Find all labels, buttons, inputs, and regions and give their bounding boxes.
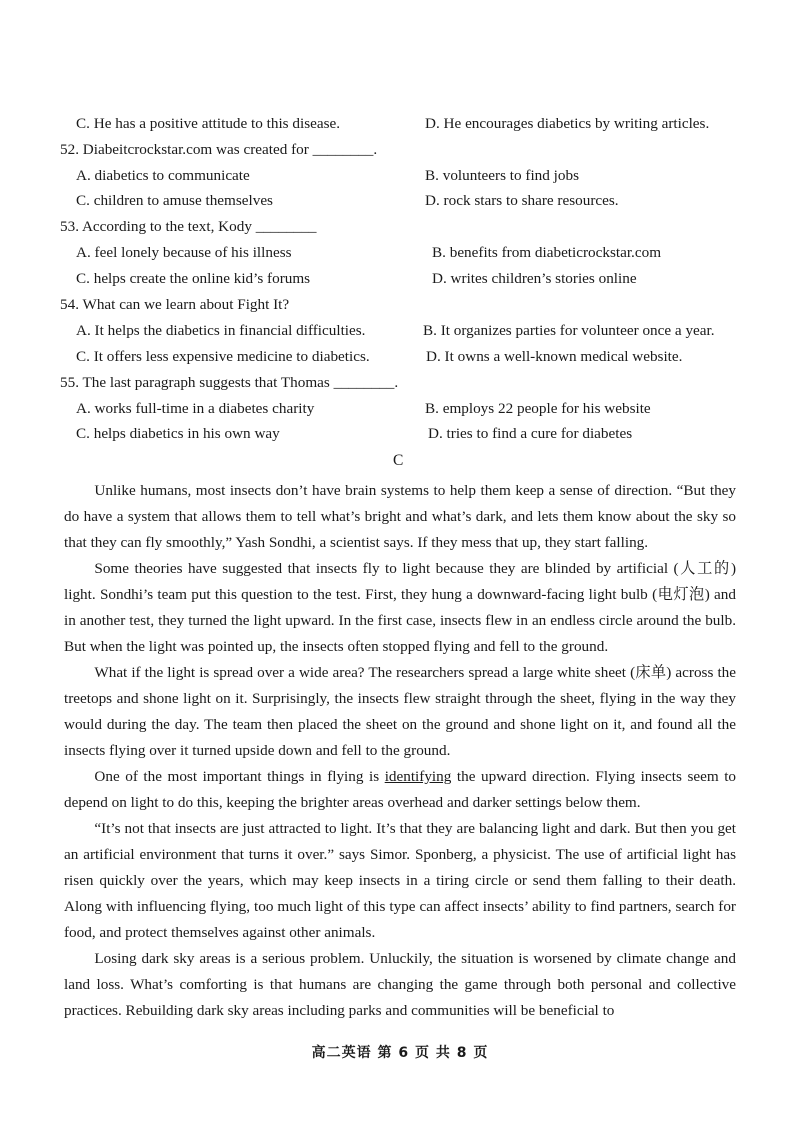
underlined-word-identifying: identifying (384, 768, 452, 785)
q53-option-b: B. benefits from diabeticrockstar.com (432, 244, 662, 261)
q51-option-d: D. He encourages diabetics by writing articles. (425, 115, 710, 132)
q52-option-a: A. diabetics to communicate (76, 167, 250, 184)
q52-stem-row (0, 141, 800, 163)
q53-options-row-ab (0, 244, 800, 266)
q53-option-a: A. feel lonely because of his illness (76, 244, 292, 261)
q55-options-row-ab (0, 400, 800, 422)
q54-option-d: D. It owns a well-known medical website. (426, 348, 683, 365)
q55-option-b: B. employs 22 people for his website (425, 400, 651, 417)
passage-paragraph-1: Unlike humans, most insects don’t have brain systems to help them keep a sense of direction. “But they do have a system that allows them to tell what’s bright and what’s dark, and lets them know about the sky so that they can fly smoothly,” Yash Sondhi, a scientist says. If they mess that up, they start falling. (64, 482, 736, 551)
q51-option-c: C. He has a positive attitude to this disease. (76, 115, 341, 132)
passage-paragraph-6: Losing dark sky areas is a serious problem. Unluckily, the situation is worsened by climate change and land loss. What’s comforting is that humans are changing the game through both personal and collective practices. Rebuilding dark sky areas including parks and communities will be beneficial to (64, 950, 736, 1019)
q53-stem-row (0, 218, 800, 240)
paragraph-4-text-before: One of the most important things in flying is (94, 768, 385, 785)
page-footer: 高二英语 第 6 页 共 8 页 (311, 1045, 489, 1061)
q55-stem-row (0, 374, 800, 396)
paragraph-4-text-after: the upward direction. Flying insects seem to depend on light to do this, keeping the brighter areas overhead and darker settings below them. (64, 768, 737, 811)
q55-options-row-cd (0, 425, 800, 447)
q52-option-d: D. rock stars to share resources. (425, 192, 619, 209)
q54-option-b: B. It organizes parties for volunteer once a year. (423, 322, 715, 339)
q55-option-c: C. helps diabetics in his own way (76, 425, 280, 442)
passage-paragraph-2: Some theories have suggested that insects fly to light because they are blinded by artificial (人工的) light. Sondhi’s team put this question to the test. First, they hung a downward-facing light bulb (电灯泡) and in another test, they turned the light upward. In the first case, insects flew in an endless circle around the bulb. But when the light was pointed up, the insects often stopped flying and fell to the ground. (64, 560, 736, 655)
passage-c (64, 478, 736, 1024)
section-heading-c: C (393, 452, 404, 469)
q52-options-row-ab (0, 167, 800, 189)
q53-options-row-cd (0, 270, 800, 292)
q55-option-a: A. works full-time in a diabetes charity (76, 400, 315, 417)
q54-stem: 54. What can we learn about Fight It? (60, 296, 290, 313)
q54-option-c: C. It offers less expensive medicine to diabetics. (76, 348, 370, 365)
q52-options-row-cd (0, 192, 800, 214)
passage-paragraph-3: What if the light is spread over a wide area? The researchers spread a large white sheet (床单) across the treetops and shone light on it. Surprisingly, the insects flew straight through the sheet, flying in the way they would during the day. The team then placed the sheet on the ground and shone light on it, and found all the insects flying over it turned upside down and fell to the ground. (64, 664, 736, 759)
q53-option-d: D. writes children’s stories online (432, 270, 637, 287)
q54-stem-row (0, 296, 800, 318)
q55-option-d: D. tries to find a cure for diabetes (428, 425, 633, 442)
q52-option-c: C. children to amuse themselves (76, 192, 273, 209)
passage-paragraph-5: “It’s not that insects are just attracted to light. It’s that they are balancing light and dark. But then you get an artificial environment that turns it over.” says Simor. Sponberg, a physicist. The use of artificial light has risen quickly over the years, which may keep insects in a tiring circle or send them falling to their death. Along with influencing flying, too much light of this type can affect insects’ ability to find partners, search for food, and protect themselves against other animals. (64, 820, 736, 941)
q54-options-row-ab (0, 322, 800, 344)
q53-option-c: C. helps create the online kid’s forums (76, 270, 311, 287)
q55-stem: 55. The last paragraph suggests that Thomas ________. (60, 374, 399, 391)
q52-option-b: B. volunteers to find jobs (425, 167, 579, 184)
q54-option-a: A. It helps the diabetics in financial difficulties. (76, 322, 366, 339)
q54-options-row-cd (0, 348, 800, 370)
q51-options-row-cd (0, 115, 800, 137)
q53-stem: 53. According to the text, Kody ________ (60, 218, 317, 235)
q52-stem: 52. Diabeitcrockstar.com was created for ________. (60, 141, 378, 158)
passage-paragraph-4 (64, 764, 736, 816)
